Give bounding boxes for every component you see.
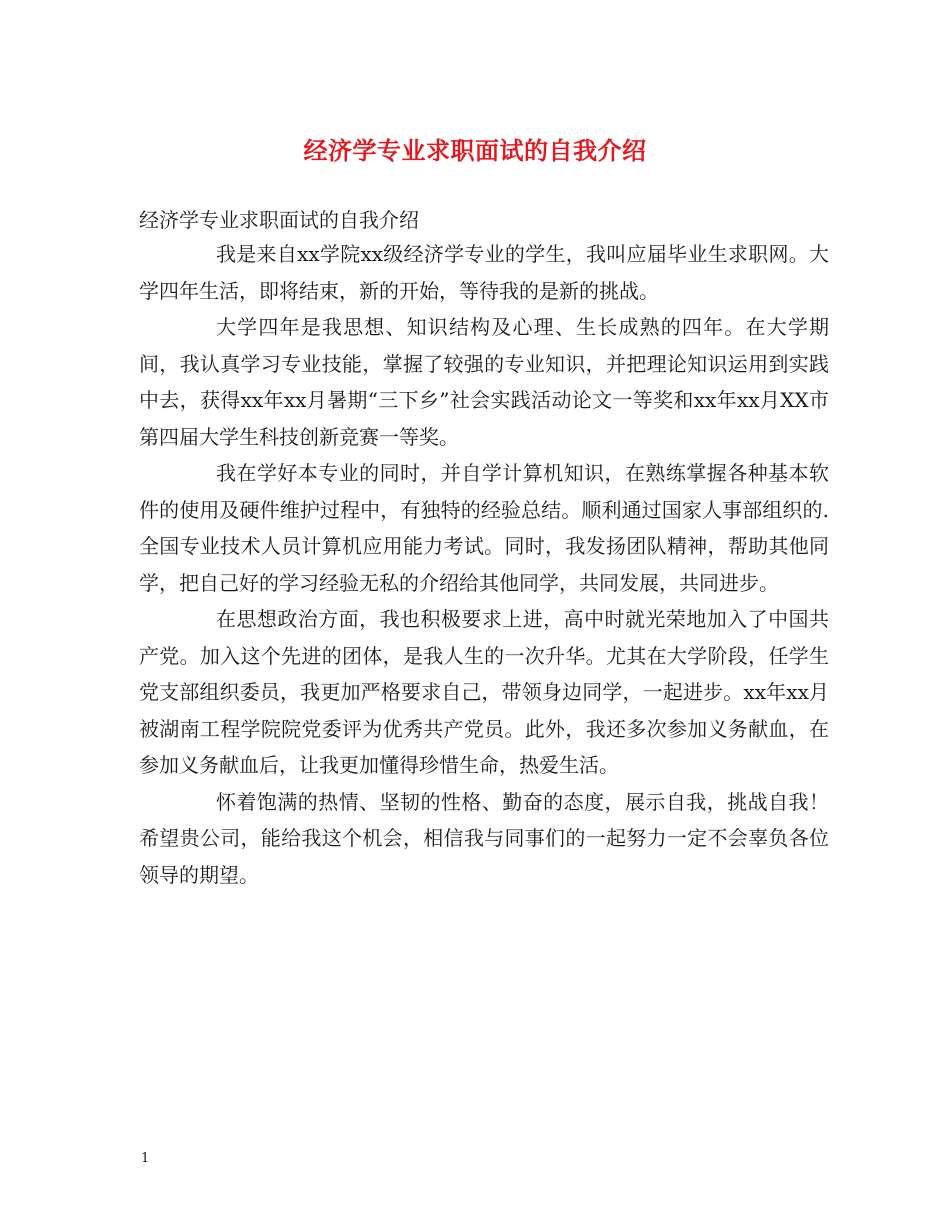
document-subtitle: 经济学专业求职面试的自我介绍 (139, 208, 419, 232)
document-body (139, 204, 829, 893)
paragraph-2: 大学四年是我思想、知识结构及心理、生长成熟的四年。在大学期间，我认真学习专业技能，掌握了较强的专业知识，并把理论知识运用到实践中去，获得xx年xx月暑期“三下乡”社会实践活动论文一等奖和xx年xx月XX市第四届大学生科技创新竞赛一等奖。 (139, 315, 829, 449)
paragraph-5: 怀着饱满的热情、坚韧的性格、勤奋的态度，展示自我，挑战自我！希望贵公司，能给我这个机会，相信我与同事们的一起努力一定不会辜负各位领导的期望。 (139, 789, 829, 887)
document-title: 经济学专业求职面试的自我介绍 (303, 136, 647, 165)
paragraph-3: 我在学好本专业的同时，并自学计算机知识，在熟练掌握各种基本软件的使用及硬件维护过程中，有独特的经验总结。顺利通过国家人事部组织的.全国专业技术人员计算机应用能力考试。同时，我发扬团队精神，帮助其他同学，把自己好的学习经验无私的介绍给其他同学，共同发展，共同进步。 (139, 461, 829, 595)
page-number: 1 (141, 1151, 150, 1166)
paragraph-1: 我是来自xx学院xx级经济学专业的学生，我叫应届毕业生求职网。大学四年生活，即将结束，新的开始，等待我的是新的挑战。 (139, 242, 829, 303)
paragraph-4: 在思想政治方面，我也积极要求上进，高中时就光荣地加入了中国共产党。加入这个先进的团体，是我人生的一次升华。尤其在大学阶段，任学生党支部组织委员，我更加严格要求自己，带领身边同学，一起进步。xx年xx月被湖南工程学院院党委评为优秀共产党员。此外，我还多次参加义务献血，在参加义务献血后，让我更加懂得珍惜生命，热爱生活。 (139, 607, 829, 777)
